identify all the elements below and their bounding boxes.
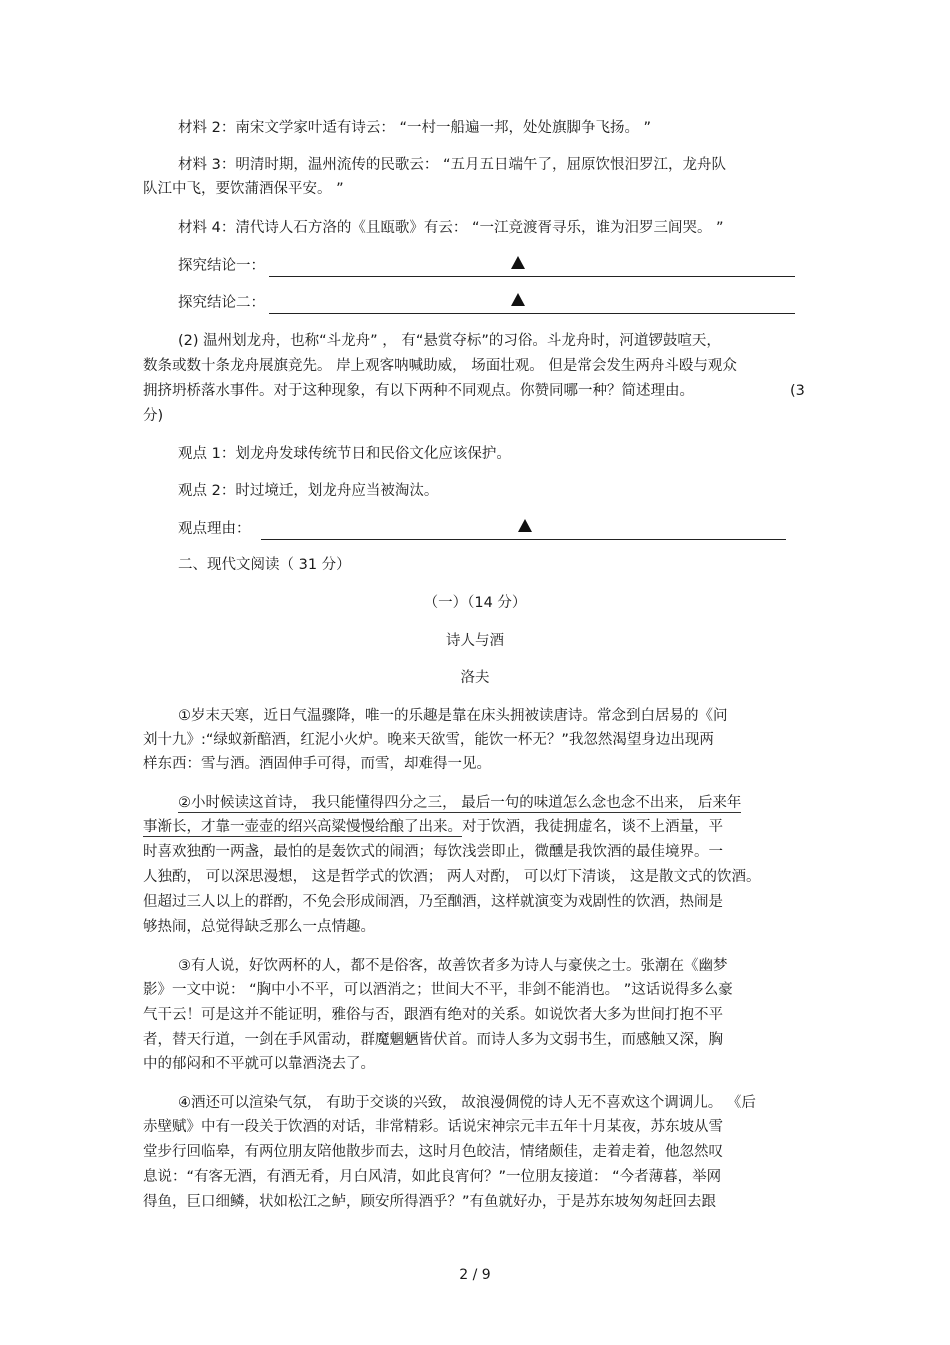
conclusion-2-label: 探究结论二： — [178, 295, 265, 311]
answer-marker-triangle-icon — [511, 293, 525, 306]
paragraph-3-line: ③有人说，好饮两杯的人，都不是俗客，故善饮者多为诗人与豪侠之士。张潮在《幽梦 — [178, 958, 728, 974]
view-1: 观点 1：划龙舟发球传统节日和民俗文化应该保护。 — [178, 446, 511, 462]
question-2-line-3: 拥挤坍桥落水事件。对于这种现象，有以下两种不同观点。你赞同哪一种？简述理由。 — [143, 383, 694, 399]
paragraph-3-line: 气干云！可是这并不能证明，雅俗与否，跟酒有绝对的关系。如说饮者大多为世间打抱不平 — [143, 1007, 723, 1023]
paragraph-2-line-2 — [143, 816, 723, 838]
section-2-heading: 二、现代文阅读（ 31 分） — [178, 557, 351, 573]
material-3-line-2: 队江中飞，要饮蒲酒保平安。 ” — [143, 181, 344, 197]
underlined-text: 事渐长，才靠一壶壶的绍兴高粱慢慢给酿了出来。 — [143, 819, 462, 835]
paragraph-3-line: 影》一文中说： “胸中小不平，可以酒消之；世间大不平，非剑不能消也。 ”这话说得多么豪 — [143, 982, 733, 998]
paragraph-1-line: 刘十九》:“绿蚁新醅酒，红泥小火炉。晚来天欲雪，能饮一杯无？”我忽然渴望身边出现两 — [143, 732, 714, 748]
conclusion-1-answer-line[interactable] — [269, 254, 795, 277]
material-2: 材料 2：南宋文学家叶适有诗云： “一村一船遍一邦，处处旗脚争飞扬。 ” — [178, 120, 652, 136]
paragraph-2-line: 时喜欢独酌一两盏，最怕的是轰饮式的闹酒；每饮浅尝即止，微醺是我饮酒的最佳境界。一 — [143, 844, 723, 860]
question-2-score-unit: 分) — [143, 408, 164, 424]
material-4: 材料 4：清代诗人石方洛的《且瓯歌》有云： “一江竞渡胥寻乐，谁为汨罗三闾哭。 ” — [178, 220, 724, 236]
question-2-line-2: 数条或数十条龙舟展旗竞先。 岸上观客呐喊助威， 场面壮观。 但是常会发生两舟斗殴与观众 — [143, 358, 737, 374]
conclusion-1-row — [178, 253, 795, 277]
paragraph-3-line: 者，替天行道，一剑在手风雷动，群魔魍魉皆伏首。而诗人多为文弱书生，而感触又深，胸 — [143, 1032, 723, 1048]
conclusion-2-row — [178, 290, 795, 314]
paragraph-1-line: ①岁末天寒，近日气温骤降，唯一的乐趣是靠在床头拥被读唐诗。常念到白居易的《问 — [178, 708, 728, 724]
material-3-line-1: 材料 3：明清时期，温州流传的民歌云： “五月五日端午了，屈原饮恨汨罗江，龙舟队 — [178, 157, 726, 173]
answer-marker-triangle-icon — [511, 256, 525, 269]
paragraph-4-line: 息说：“有客无酒，有酒无肴，月白风清，如此良宵何？”一位朋友接道： “今者薄暮，举网 — [143, 1169, 722, 1185]
paragraph-4-line: ④酒还可以渲染气氛， 有助于交谈的兴致， 故浪漫倜傥的诗人无不喜欢这个调调儿。 《后 — [178, 1095, 756, 1111]
paragraph-2-line: 但超过三人以上的群酌，不免会形成闹酒，乃至酗酒，这样就演变为戏剧性的饮酒，热闹是 — [143, 894, 723, 910]
paragraph-4-line: 堂步行回临皋，有两位朋友陪他散步而去，这时月色皎洁，情绪颇佳，走着走着，他忽然叹 — [143, 1144, 723, 1160]
article-title: 诗人与酒 — [446, 633, 504, 649]
reason-row — [178, 516, 786, 540]
paragraph-1-line: 样东西：雪与酒。酒固伸手可得，而雪，却难得一见。 — [143, 756, 491, 772]
paragraph-3-line: 中的郁闷和不平就可以靠酒浇去了。 — [143, 1056, 375, 1072]
conclusion-2-answer-line[interactable] — [269, 291, 795, 314]
article-author: 洛夫 — [460, 670, 490, 686]
paragraph-2-line: 人独酌， 可以深思漫想， 这是哲学式的饮酒； 两人对酌， 可以灯下清谈， 这是散文式的饮酒。 — [143, 869, 761, 885]
question-2-score: (3 — [790, 383, 805, 399]
paragraph-2-line-2-rest: 对于饮酒，我徒拥虚名，谈不上酒量，平 — [462, 819, 723, 835]
view-2: 观点 2：时过境迁，划龙舟应当被淘汰。 — [178, 483, 439, 499]
paragraph-4-line: 赤壁赋》中有一段关于饮酒的对话，非常精彩。话说宋神宗元丰五年十月某夜，苏东坡从雪 — [143, 1119, 723, 1135]
question-2-line-1: (2) 温州划龙舟，也称“斗龙舟” ， 有“悬赏夺标”的习俗。斗龙舟时，河道锣鼓喧天， — [178, 333, 721, 349]
answer-marker-triangle-icon — [518, 519, 532, 532]
underlined-text: ②小时候读这首诗， 我只能懂得四分之三， 最后一句的味道怎么念也念不出来， 后来年 — [178, 795, 742, 811]
paragraph-2-line-1 — [178, 792, 741, 814]
conclusion-1-label: 探究结论一： — [178, 258, 265, 274]
reason-label: 观点理由： — [178, 521, 251, 537]
part-1-heading: （一）（14 分） — [423, 595, 527, 611]
page-number: 2 / 9 — [459, 1267, 491, 1283]
reason-answer-line[interactable] — [261, 517, 786, 540]
paragraph-2-line: 够热闹，总觉得缺乏那么一点情趣。 — [143, 919, 375, 935]
paragraph-4-line: 得鱼，巨口细鳞，状如松江之鲈，顾安所得酒乎？”有鱼就好办，于是苏东坡匆匆赶回去跟 — [143, 1194, 717, 1210]
